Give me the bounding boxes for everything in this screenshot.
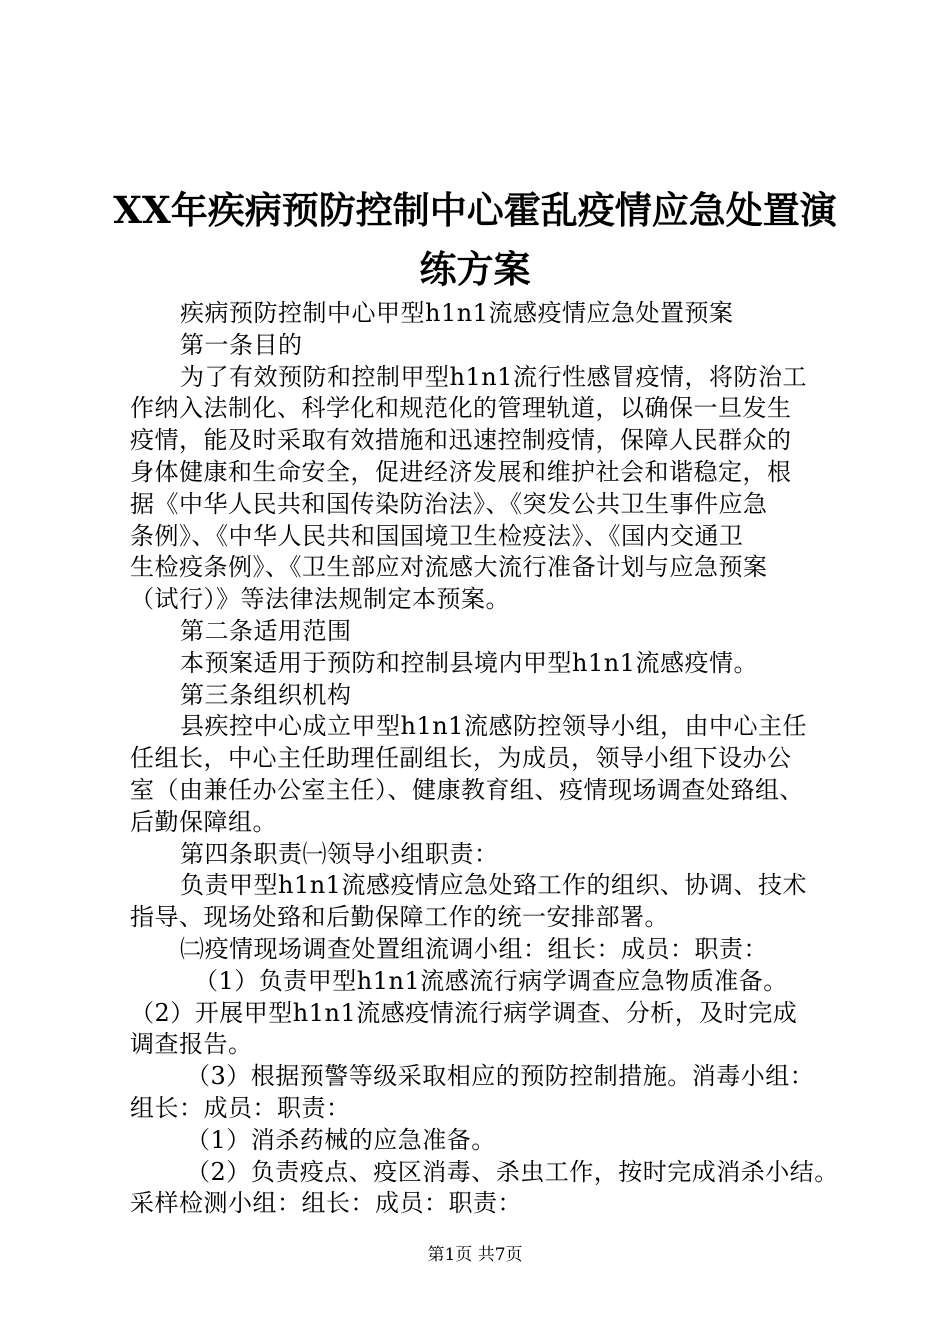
- document-body: [130, 298, 839, 1220]
- body-line: 指导、现场处臵和后勤保障工作的统一安排部署。: [130, 903, 669, 932]
- page-number-footer: 第1页 共7页: [427, 1245, 523, 1265]
- body-line: 身体健康和生命安全，促进经济发展和维护社会和谐稳定，根: [130, 457, 792, 486]
- body-line: 疾病预防控制中心甲型h1n1流感疫情应急处置预案: [180, 299, 734, 327]
- body-line: 县疾控中心成立甲型h1n1流感防控领导小组，由中心主任: [180, 712, 807, 741]
- section-heading: 第一条目的: [180, 330, 303, 359]
- body-line: （试行）》等法律法规制定本预案。: [130, 585, 510, 614]
- body-line: 为了有效预防和控制甲型h1n1流行性感冒疫情，将防治工: [180, 362, 807, 391]
- list-item: （3）根据预警等级采取相应的预防控制措施。消毒小组：: [186, 1062, 815, 1091]
- body-line: 本预案适用于预防和控制县境内甲型h1n1流感疫情。: [180, 648, 758, 677]
- body-line: 任组长，中心主任助理任副组长，为成员，领导小组下设办公: [130, 744, 792, 773]
- body-line: 采样检测小组：组长：成员：职责：: [130, 1189, 522, 1218]
- body-line: 作纳入法制化、科学化和规范化的管理轨道，以确保一旦发生: [130, 394, 792, 423]
- body-line: 调查报告。: [130, 1030, 253, 1059]
- document-title-line-1: XX年疾病预防控制中心霍乱疫情应急处置演: [113, 188, 837, 232]
- body-line: 生检疫条例》、《卫生部应对流感大流行准备计划与应急预案: [130, 553, 768, 582]
- section-heading: 第二条适用范围: [180, 616, 352, 645]
- body-line: 室（由兼任办公室主任）、健康教育组、疫情现场调查处臵组、: [130, 775, 804, 804]
- list-item: （1）负责甲型h1n1流感流行病学调查应急物质准备。: [194, 966, 788, 995]
- list-item: （2）负责疫点、疫区消毒、杀虫工作，按时完成消杀小结。: [186, 1157, 839, 1186]
- section-heading: 第三条组织机构: [180, 680, 352, 709]
- body-line: 条例》、《中华人民共和国国境卫生检疫法》、《国内交通卫: [130, 521, 744, 550]
- body-line: 负责甲型h1n1流感疫情应急处臵工作的组织、协调、技术: [180, 871, 807, 900]
- document-title-line-2: 练方案: [419, 247, 531, 291]
- section-heading: 第四条职责㈠领导小组职责：: [180, 839, 499, 868]
- body-line: 疫情，能及时采取有效措施和迅速控制疫情，保障人民群众的: [130, 426, 792, 455]
- body-line: 后勤保障组。: [130, 807, 277, 836]
- list-item: （2）开展甲型h1n1流感疫情流行病学调查、分析，及时完成: [130, 998, 798, 1027]
- body-line: ㈡疫情现场调查处置组流调小组：组长：成员：职责：: [180, 934, 768, 963]
- body-line: 组长：成员：职责：: [130, 1093, 351, 1122]
- list-item: （1）消杀药械的应急准备。: [186, 1125, 496, 1154]
- body-line: 据《中华人民共和国传染防治法》、《突发公共卫生事件应急: [130, 489, 768, 518]
